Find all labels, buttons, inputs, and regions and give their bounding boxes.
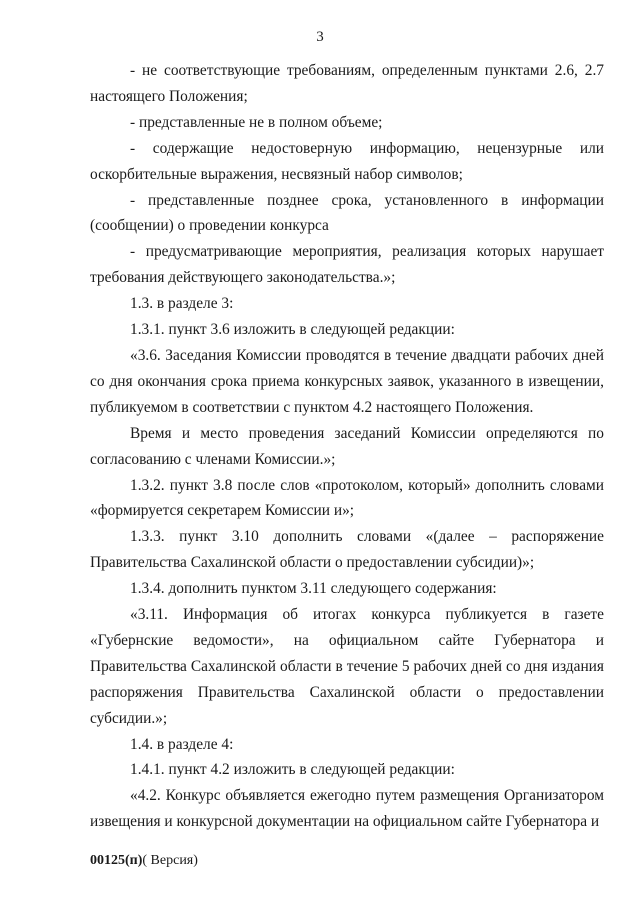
paragraph: 1.3.4. дополнить пунктом 3.11 следующего содержания: xyxy=(130,580,497,598)
paragraph: - не соответствующие требованиям, определенным пунктами 2.6, 2.7 настоящего Положения; xyxy=(90,62,604,105)
paragraph: Время и место проведения заседаний Комиссии определяются по согласованию с членами Комиссии.»; xyxy=(90,424,604,468)
paragraph: - представленные позднее срока, установленного в информации (сообщении) о проведении конкурса xyxy=(90,191,604,235)
paragraph: 1.3.1. пункт 3.6 изложить в следующей редакции: xyxy=(130,321,455,339)
paragraph: 1.3.3. пункт 3.10 дополнить словами «(далее – распоряжение Правительства Сахалинской области о предоставлении субсидии)»; xyxy=(90,528,604,572)
paragraph: - представленные не в полном объеме; xyxy=(130,113,383,131)
page-number: 3 xyxy=(316,29,324,45)
paragraph: «3.6. Заседания Комиссии проводятся в течение двадцати рабочих дней со дня окончания срока приема конкурсных заявок, указанного в извещении, публикуемом в соответствии с пунктом 4.2 настоящего Положения. xyxy=(90,346,604,416)
paragraph: - предусматривающие мероприятия, реализация которых нарушает требования действующего законодательства.»; xyxy=(90,243,604,287)
paragraph: «3.11. Информация об итогах конкурса публикуется в газете «Губернские ведомости», на официальном сайте Губернатора и Правительства Сахалинской области в течение 5 рабочих дней со дня издания распоряжения Правительства Сахалинской области о предоставлении субсидии.»; xyxy=(90,606,604,727)
document-version: ( Версия) xyxy=(142,853,198,868)
document-body xyxy=(90,58,604,835)
paragraph: - содержащие недостоверную информацию, нецензурные или оскорбительные выражения, несвязный набор символов; xyxy=(90,139,604,183)
document-footer xyxy=(90,852,198,870)
paragraph: 1.3. в разделе 3: xyxy=(130,295,234,313)
paragraph: 1.4. в разделе 4: xyxy=(130,735,234,753)
paragraph: «4.2. Конкурс объявляется ежегодно путем размещения Организатором извещения и конкурсной документации на официальном сайте Губернатора и xyxy=(90,787,604,831)
paragraph: 1.4.1. пункт 4.2 изложить в следующей редакции: xyxy=(130,761,455,779)
document-code: 00125(п) xyxy=(90,853,143,868)
paragraph: 1.3.2. пункт 3.8 после слов «протоколом, который» дополнить словами «формируется секретарем Комиссии и»; xyxy=(90,476,604,520)
